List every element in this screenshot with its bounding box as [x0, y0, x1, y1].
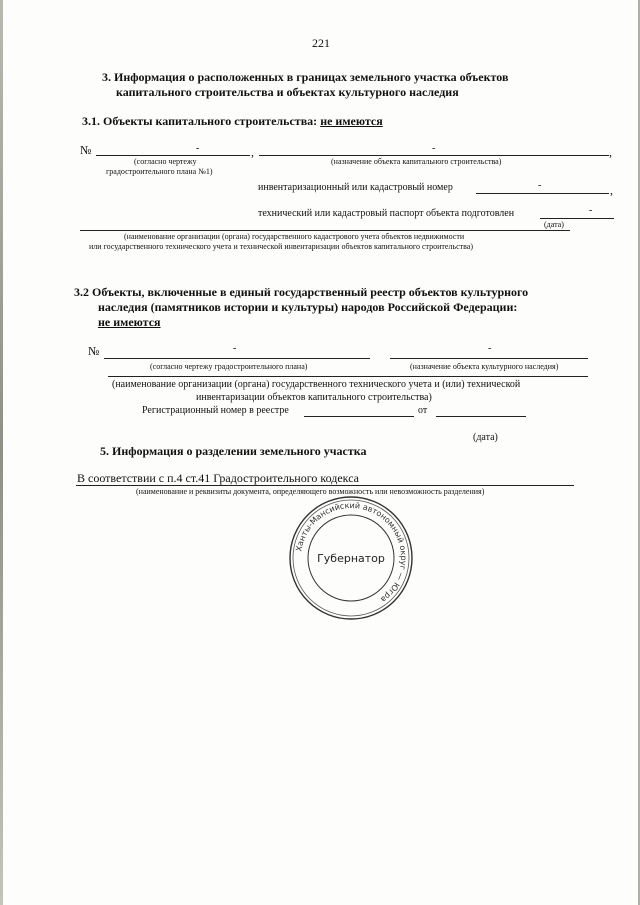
caption-org-line-1: (наименование организации (органа) государственного кадастрового учета объектов недвижимости [124, 232, 465, 241]
inventory-number-value: - [538, 180, 542, 191]
caption-drawing-3-2: (согласно чертежу градостроительного плана) [150, 362, 308, 371]
division-basis-line [76, 485, 574, 486]
section-3-title-line-2: капитального строительства и объектах культурного наследия [116, 85, 459, 99]
section-3-1-status: не имеются [320, 114, 383, 128]
governor-seal [287, 494, 415, 622]
registry-date-caption: (дата) [473, 432, 498, 443]
heritage-purpose-value: - [488, 343, 492, 354]
comma-separator-inventory: , [610, 183, 613, 197]
inventory-number-line [476, 193, 609, 194]
object-purpose-value: - [432, 143, 436, 154]
scan-left-edge [0, 0, 3, 905]
comma-separator-end: , [609, 145, 612, 159]
inventory-number-label: инвентаризационный или кадастровый номер [258, 182, 453, 193]
section-3-2-title-line-1: 3.2 Объекты, включенные в единый государственный реестр объектов культурного [74, 285, 529, 299]
division-basis-text: В соответствии с п.4 ст.41 Градостроительного кодекса [77, 471, 359, 485]
org-name-line [80, 230, 570, 231]
registry-number-line [304, 416, 414, 417]
number-sign: № [80, 143, 92, 157]
section-3-1-label: 3.1. Объекты капитального строительства: [82, 114, 318, 128]
registry-date-line [436, 416, 526, 417]
drawing-number-line [96, 155, 250, 156]
org-caption-3-2-line-2: инвентаризации объектов капитального строительства) [196, 392, 432, 403]
drawing-number-line-3-2 [104, 358, 370, 359]
page-number: 221 [312, 36, 330, 50]
passport-date-value: - [589, 205, 593, 216]
drawing-number-value: - [196, 143, 200, 154]
section-3-title-line-1: 3. Информация о расположенных в границах земельного участка объектов [102, 70, 509, 84]
caption-heritage-purpose: (назначение объекта культурного наследия) [410, 362, 559, 371]
registry-number-label: Регистрационный номер в реестре [142, 405, 289, 416]
passport-date-line [540, 218, 614, 219]
section-3-2-status: не имеются [98, 315, 161, 329]
seal-center-text: Губернатор [317, 552, 385, 565]
caption-passport-date: (дата) [544, 220, 564, 229]
number-sign-3-2: № [88, 344, 100, 358]
object-purpose-line [259, 155, 609, 156]
heritage-purpose-line [390, 358, 588, 359]
org-line-3-2 [108, 376, 588, 377]
comma-separator: , [251, 145, 254, 159]
caption-drawing-line-2: градостроительного плана №1) [106, 167, 213, 176]
org-caption-3-2-line-1: (наименование организации (органа) государственного технического учета и (или) технической [112, 379, 521, 390]
drawing-number-value-3-2: - [233, 343, 237, 354]
section-3-1-title [82, 114, 383, 129]
caption-drawing-line-1: (согласно чертежу [134, 157, 197, 166]
caption-object-purpose: (назначение объекта капитального строительства) [331, 157, 502, 166]
section-3-2-title-line-2: наследия (памятников истории и культуры) народов Российской Федерации: [98, 300, 518, 314]
passport-label: технический или кадастровый паспорт объекта подготовлен [258, 208, 515, 219]
caption-org-line-2: или государственного технического учета и технической инвентаризации объектов капитального строительства) [89, 242, 474, 251]
section-5-title: 5. Информация о разделении земельного участка [100, 444, 367, 458]
division-basis-caption: (наименование и реквизиты документа, определяющего возможность или невозможность разделения) [136, 487, 485, 496]
registry-from-label: от [418, 405, 428, 416]
seal-ring-text: Ханты-Мансийский автономный округ — Югра [294, 500, 409, 605]
